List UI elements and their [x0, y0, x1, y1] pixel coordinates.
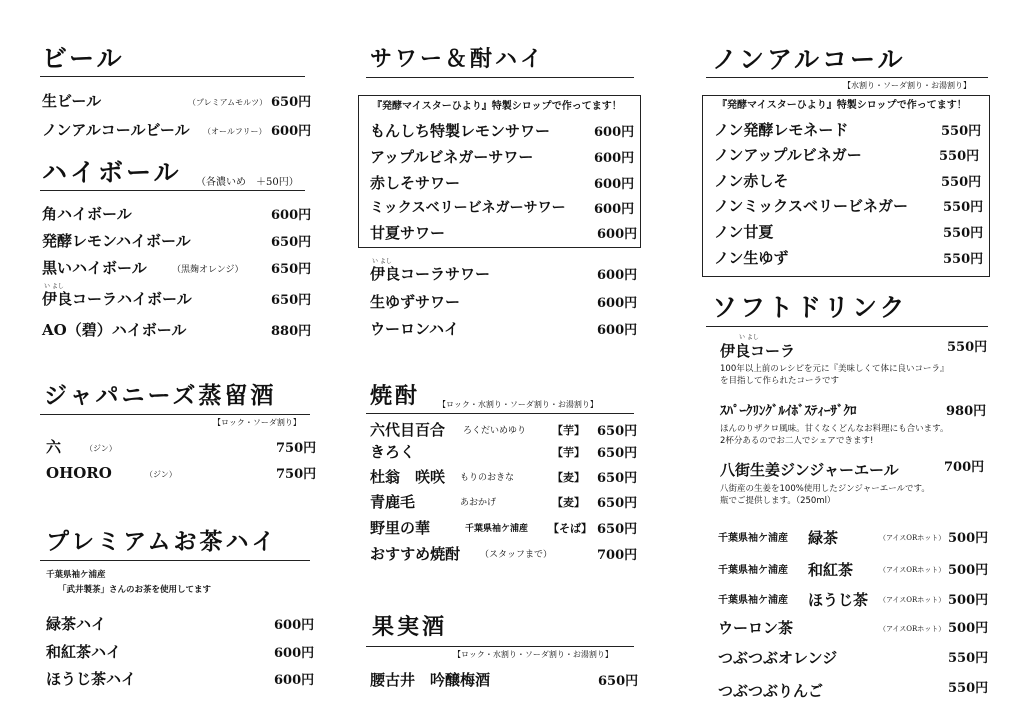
menu-item-price: 650円: [597, 496, 638, 511]
menu-item-reading: もりのおきな: [460, 473, 515, 483]
menu-item-name: ウーロンハイ: [370, 320, 459, 338]
menu-item-name: 生ビール: [42, 92, 102, 110]
section-tag: 【ロック・水割り・ソーダ割り・お湯割り】: [438, 400, 598, 409]
menu-item-price: 600円: [594, 177, 635, 192]
menu-item-name: 六: [46, 438, 62, 456]
menu-item-price: 550円: [943, 200, 984, 215]
section-title-highball: ハイボール: [42, 158, 182, 187]
menu-item-name: ウーロン茶: [718, 619, 794, 637]
menu-item-price: 550円: [941, 175, 982, 190]
menu-item-price: 980円: [946, 404, 987, 419]
menu-item-note: （アイスORホット）: [879, 596, 946, 604]
menu-item-reading: 千葉県袖ケ浦産: [465, 524, 529, 534]
menu-item-note: （アイスORホット）: [879, 625, 946, 633]
menu-item-description: ほんのりザクロ風味。甘くなくどんなお料理にも合います。: [720, 424, 949, 434]
menu-item-price: 650円: [597, 446, 638, 461]
menu-item-description: 2杯分あるのでお二人でシェアできます!: [720, 436, 874, 446]
menu-item-name: 伊良コーラハイボール: [42, 290, 192, 308]
section-rule: [706, 326, 988, 327]
menu-item-origin: 千葉県袖ケ浦産: [718, 533, 788, 544]
menu-item-type: 【麦】: [552, 471, 585, 484]
menu-item-ruby: い よし: [44, 283, 64, 290]
menu-item-name: OHORO: [46, 464, 112, 482]
box-note: 『発酵マイスターひより』特製シロップで作ってます！: [372, 101, 622, 112]
menu-item-name: 黒いハイボール: [42, 259, 147, 277]
menu-item-price: 550円: [943, 252, 984, 267]
menu-item-name: ノンアルコールビール: [42, 121, 190, 139]
menu-item-name: おすすめ焼酎: [370, 545, 461, 563]
menu-item-reading: あおかげ: [460, 498, 497, 508]
menu-item-name: 和紅茶ハイ: [46, 643, 122, 661]
menu-item-name: 伊良コーラ: [720, 342, 796, 360]
menu-item-name: 杜翁 咲咲: [370, 468, 446, 486]
menu-item-price: 650円: [598, 674, 639, 689]
menu-item-price: 600円: [594, 151, 635, 166]
menu-item-description: 100年以上前のレシピを元に『美味しくて体に良いコーラ』: [720, 364, 949, 374]
menu-item-price: 650円: [271, 293, 312, 308]
section-rule: [366, 77, 634, 78]
box-note: 『発酵マイスターひより』特製シロップで作ってます！: [717, 100, 967, 111]
menu-item-name: 八街生姜ジンジャーエール: [720, 461, 899, 479]
menu-item-price: 650円: [597, 424, 638, 439]
menu-item-price: 600円: [594, 202, 635, 217]
menu-item-name: ノン生ゆず: [714, 249, 789, 267]
menu-item-type: 【麦】: [552, 496, 585, 509]
menu-item-name: ほうじ茶: [808, 591, 869, 609]
menu-item-price: 700円: [597, 548, 638, 563]
menu-item-name: 生ゆずサワー: [370, 293, 461, 311]
section-rule: [40, 190, 305, 191]
menu-item-name: AO（碧）ハイボール: [42, 321, 187, 339]
menu-item-name: 発酵レモンハイボール: [42, 232, 191, 250]
menu-item-price: 500円: [948, 563, 989, 578]
menu-item-type: 【芋】: [552, 446, 585, 459]
section-tag: 【ロック・ソーダ割り】: [213, 418, 301, 427]
menu-item-price: 550円: [939, 149, 980, 164]
menu-item-price: 550円: [948, 651, 989, 666]
section-title-non-alcohol: ノンアルコール: [712, 45, 906, 74]
menu-item-price: 500円: [948, 621, 989, 636]
menu-item-price: 600円: [271, 208, 312, 223]
section-description: 「武井製茶」さんのお茶を使用してます: [58, 585, 212, 595]
menu-item-price: 500円: [948, 593, 989, 608]
menu-item-name: ほうじ茶ハイ: [46, 670, 137, 688]
section-title-fruit-liquor: 果実酒: [372, 615, 448, 640]
menu-item-price: 600円: [597, 227, 638, 242]
menu-item-price: 600円: [597, 268, 638, 283]
menu-item-name: 赤しそサワー: [370, 174, 461, 192]
menu-item-price: 550円: [947, 340, 988, 355]
menu-item-price: 600円: [597, 296, 638, 311]
menu-item-price: 600円: [271, 124, 312, 139]
menu-item-price: 500円: [948, 531, 989, 546]
menu-item-note: （ジン）: [85, 444, 117, 453]
menu-item-name: 六代目百合: [370, 421, 446, 439]
section-title-shochu: 焼酎: [370, 384, 421, 409]
section-rule: [366, 646, 634, 647]
section-title-japanese-spirits: ジャパニーズ蒸留酒: [44, 383, 277, 409]
menu-item-price: 600円: [274, 673, 315, 688]
menu-item-name: つぶつぶオレンジ: [718, 649, 838, 667]
menu-item-name: もんしち特製レモンサワー: [370, 122, 551, 140]
section-rule: [366, 413, 634, 414]
menu-item-note: （オールフリー）: [203, 127, 267, 136]
menu-item-reading: ろくだいめゆり: [463, 426, 527, 436]
menu-item-price: 650円: [597, 522, 638, 537]
menu-item-price: 650円: [597, 471, 638, 486]
menu-item-origin: 千葉県袖ケ浦産: [718, 565, 788, 576]
menu-item-name: きろく: [370, 443, 416, 461]
menu-item-name: ノン発酵レモネード: [714, 121, 849, 139]
section-rule: [40, 76, 305, 77]
menu-item-note: （プレミアムモルツ）: [188, 98, 268, 107]
menu-item-note: （ジン）: [145, 470, 177, 479]
menu-item-price: 650円: [271, 235, 312, 250]
section-title-tea-hai: プレミアムお茶ハイ: [46, 529, 278, 555]
menu-item-name: 甘夏サワー: [370, 224, 446, 242]
menu-item-type: 【そば】: [548, 522, 592, 535]
menu-item-name: 角ハイボール: [42, 205, 132, 223]
menu-item-name: 緑茶ハイ: [46, 615, 107, 633]
menu-item-name: ノン甘夏: [714, 223, 774, 241]
menu-item-price: 600円: [597, 323, 638, 338]
menu-item-name: 野里の華: [370, 519, 431, 537]
menu-item-price: 750円: [276, 467, 317, 482]
menu-item-name: ミックスベリービネガーサワー: [370, 200, 566, 216]
menu-item-price: 550円: [943, 226, 984, 241]
section-rule: [40, 560, 310, 561]
section-title-sour: サワー＆酎ハイ: [370, 47, 546, 72]
menu-item-note: （アイスORホット）: [879, 566, 946, 574]
menu-item-description: を目指して作られたコーラです: [720, 376, 840, 386]
section-note: （各濃いめ ＋50円）: [196, 177, 299, 188]
menu-item-description: 瓶でご提供します。（250ml）: [720, 496, 836, 506]
menu-item-price: 600円: [594, 125, 635, 140]
menu-item-price: 600円: [274, 618, 315, 633]
menu-item-ruby: い よし: [372, 258, 392, 265]
menu-item-price: 650円: [271, 95, 312, 110]
menu-item-name: ノン赤しそ: [714, 172, 789, 190]
menu-item-origin: 千葉県袖ケ浦産: [718, 595, 788, 606]
menu-item-price: 550円: [941, 124, 982, 139]
menu-item-description: 八街産の生姜を100%使用したジンジャーエールです。: [720, 484, 930, 494]
menu-item-name: 腰古井 吟醸梅酒: [370, 671, 491, 689]
menu-item-name: ｽﾊﾟｰｸﾘﾝｸﾞﾙｲﾎﾞｽﾃｨｰｻﾞｸﾛ: [720, 404, 857, 419]
menu-item-note: （黒麹オレンジ）: [172, 265, 244, 275]
menu-item-price: 600円: [274, 646, 315, 661]
menu-item-reading: （スタッフまで）: [480, 550, 553, 560]
menu-item-price: 880円: [271, 324, 312, 339]
menu-item-name: つぶつぶりんご: [718, 682, 824, 700]
menu-item-name: 和紅茶: [808, 561, 854, 579]
menu-item-name: アップルビネガーサワー: [370, 148, 534, 166]
menu-item-price: 650円: [271, 262, 312, 277]
menu-item-note: （アイスORホット）: [879, 534, 946, 542]
section-title-beer: ビール: [42, 44, 125, 73]
menu-item-name: 緑茶: [808, 529, 839, 547]
menu-item-price: 700円: [944, 460, 985, 475]
section-tag: 【ロック・水割り・ソーダ割り・お湯割り】: [453, 650, 613, 659]
section-rule: [40, 414, 310, 415]
menu-item-name: ノンアップルビネガー: [714, 146, 862, 164]
menu-item-ruby: い よし: [739, 334, 759, 341]
menu-item-name: 伊良コーラサワー: [370, 265, 491, 283]
menu-item-price: 550円: [948, 681, 989, 696]
section-description: 千葉県袖ケ浦産: [46, 570, 106, 580]
section-title-soft-drinks: ソフトドリンク: [712, 293, 908, 322]
section-rule: [706, 77, 988, 78]
menu-item-price: 750円: [276, 441, 317, 456]
section-tag: 【水割り・ソーダ割り・お湯割り】: [843, 81, 971, 90]
menu-item-name: 青鹿毛: [370, 493, 416, 511]
menu-item-name: ノンミックスベリービネガー: [714, 197, 908, 215]
menu-item-type: 【芋】: [552, 424, 585, 437]
